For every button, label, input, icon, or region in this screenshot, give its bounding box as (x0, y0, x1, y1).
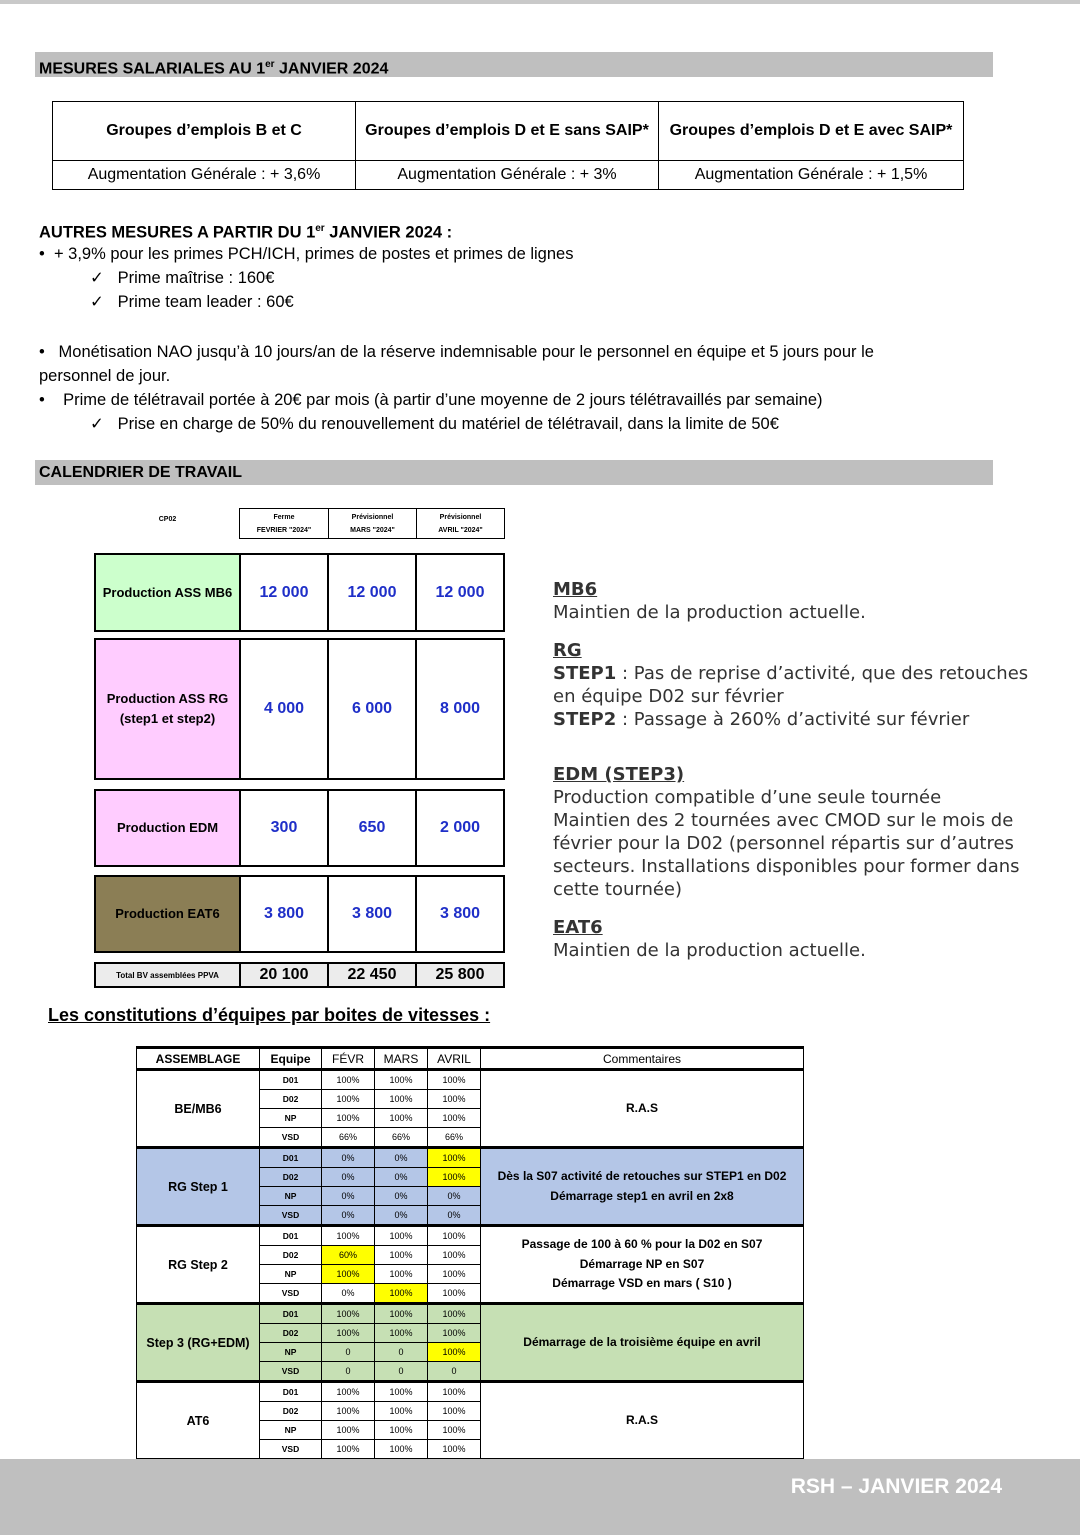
teams-title: Les constitutions d’équipes par boites de vitesses : (48, 1005, 491, 1025)
calendar-section-title: CALENDRIER DE TRAVAIL (35, 460, 993, 485)
value-cell-highlight: 100% (375, 1284, 428, 1304)
value-cell: 0% (322, 1187, 375, 1206)
value-cell: 0% (375, 1168, 428, 1187)
notes-rg: RG STEP1 : Pas de reprise d’activité, que des retouches en équipe D02 sur février STEP2 : Passage à 260% d’activité sur février (553, 640, 1029, 730)
col-header-avril: Prévisionnel AVRIL "2024" (416, 508, 505, 539)
value-cell: 100% (322, 1324, 375, 1343)
value-cell: 100% (322, 1090, 375, 1109)
value-cell: 100% (322, 1226, 375, 1246)
cp-code: CP02 (158, 516, 177, 523)
value-cell: 100% (375, 1382, 428, 1402)
teams-header-row (137, 1048, 804, 1070)
comment-rg-step2: Passage de 100 à 60 % pour la D02 en S07 Démarrage NP en S07 Démarrage VSD en mars ( S10 ) (481, 1226, 804, 1304)
value-cell: 100% (428, 1070, 481, 1090)
mb6-avril: 12 000 (415, 553, 505, 632)
check-materiel-teletravail: ✓ Prise en charge de 50% du renouvellement du matériel de télétravail, dans la limite de 50€ (90, 415, 779, 433)
salary-header-row (53, 102, 964, 161)
salary-value-de-avec: Augmentation Générale : + 1,5% (659, 161, 964, 190)
eat6-mars: 3 800 (327, 875, 417, 953)
value-cell-highlight: 100% (428, 1168, 481, 1187)
value-cell: 0% (322, 1206, 375, 1226)
comment-be-mb6: R.A.S (481, 1070, 804, 1148)
value-cell: 0% (428, 1187, 481, 1206)
value-cell: 100% (428, 1246, 481, 1265)
comment-at6: R.A.S (481, 1382, 804, 1459)
equipe-cell: D01 (260, 1304, 322, 1324)
assemblage-be-mb6: BE/MB6 (137, 1070, 260, 1148)
page-footer (0, 1459, 1080, 1535)
value-cell: 100% (322, 1421, 375, 1440)
row-label-eat6: Production EAT6 (94, 875, 241, 953)
header-fevr: FÉVR (322, 1048, 375, 1070)
table-row (137, 1148, 804, 1168)
col-header-fevrier: Ferme FEVRIER "2024" (239, 508, 329, 539)
value-cell: 0 (375, 1362, 428, 1382)
value-cell: 100% (428, 1382, 481, 1402)
equipe-cell: D02 (260, 1168, 322, 1187)
equipe-cell: VSD (260, 1284, 322, 1304)
value-cell: 100% (375, 1246, 428, 1265)
equipe-cell: NP (260, 1265, 322, 1284)
check-prime-team-leader: ✓ Prime team leader : 60€ (90, 293, 294, 311)
table-row (137, 1382, 804, 1402)
value-cell: 100% (428, 1402, 481, 1421)
equipe-cell: NP (260, 1187, 322, 1206)
equipe-cell: D02 (260, 1402, 322, 1421)
value-cell: 66% (428, 1128, 481, 1148)
table-row (137, 1304, 804, 1324)
total-fevrier: 20 100 (239, 962, 329, 988)
bullet-primes: • + 3,9% pour les primes PCH/ICH, primes de postes et primes de lignes (39, 245, 574, 263)
value-cell: 0% (322, 1148, 375, 1168)
header-commentaires: Commentaires (481, 1048, 804, 1070)
value-cell: 100% (375, 1265, 428, 1284)
equipe-cell: D02 (260, 1324, 322, 1343)
check-icon: ✓ (90, 269, 104, 287)
value-cell: 100% (428, 1421, 481, 1440)
value-cell: 100% (375, 1070, 428, 1090)
value-cell: 100% (428, 1440, 481, 1459)
value-cell-highlight: 100% (428, 1148, 481, 1168)
header-equipe: Equipe (260, 1048, 322, 1070)
col-header-mars: Prévisionnel MARS "2024" (328, 508, 417, 539)
equipe-cell: D01 (260, 1382, 322, 1402)
value-cell: 0 (322, 1362, 375, 1382)
notes-mb6: MB6 Maintien de la production actuelle. (553, 579, 866, 623)
assemblage-step3: Step 3 (RG+EDM) (137, 1304, 260, 1382)
other-measures-title: AUTRES MESURES A PARTIR DU 1er JANVIER 2024 : (39, 223, 453, 242)
equipe-cell: D01 (260, 1226, 322, 1246)
assemblage-rg-step2: RG Step 2 (137, 1226, 260, 1304)
value-cell: 100% (375, 1090, 428, 1109)
row-label-rg: Production ASS RG (step1 et step2) (94, 638, 241, 780)
bullet-monetisation: • Monétisation NAO jusqu’à 10 jours/an de la réserve indemnisable pour le personnel en équipe et 5 jours pour le (39, 343, 874, 361)
value-cell: 66% (375, 1128, 428, 1148)
value-cell: 100% (375, 1402, 428, 1421)
header-assemblage: ASSEMBLAGE (137, 1048, 260, 1070)
value-cell: 100% (428, 1304, 481, 1324)
edm-fevrier: 300 (239, 789, 329, 867)
mb6-mars: 12 000 (327, 553, 417, 632)
header-avril: AVRIL (428, 1048, 481, 1070)
value-cell: 100% (375, 1421, 428, 1440)
eat6-avril: 3 800 (415, 875, 505, 953)
equipe-cell: D01 (260, 1148, 322, 1168)
equipe-cell: VSD (260, 1440, 322, 1459)
salary-value-row (53, 161, 964, 190)
equipe-cell: VSD (260, 1128, 322, 1148)
value-cell: 100% (428, 1109, 481, 1128)
salary-value-bc: Augmentation Générale : + 3,6% (53, 161, 356, 190)
assemblage-rg-step1: RG Step 1 (137, 1148, 260, 1226)
equipe-cell: NP (260, 1343, 322, 1362)
salary-table (52, 101, 964, 190)
top-rule (0, 0, 1080, 4)
eat6-fevrier: 3 800 (239, 875, 329, 953)
value-cell: 0 (428, 1362, 481, 1382)
equipe-cell: D02 (260, 1090, 322, 1109)
value-cell: 100% (428, 1284, 481, 1304)
value-cell: 100% (428, 1265, 481, 1284)
value-cell-highlight: 100% (428, 1343, 481, 1362)
check-prime-maitrise: ✓ Prime maîtrise : 160€ (90, 269, 275, 287)
assemblage-at6: AT6 (137, 1382, 260, 1459)
edm-avril: 2 000 (415, 789, 505, 867)
value-cell: 100% (322, 1402, 375, 1421)
equipe-cell: VSD (260, 1362, 322, 1382)
mb6-fevrier: 12 000 (239, 553, 329, 632)
value-cell: 0% (322, 1168, 375, 1187)
rg-fevrier: 4 000 (239, 638, 329, 780)
value-cell: 100% (322, 1109, 375, 1128)
value-cell: 100% (322, 1304, 375, 1324)
value-cell: 100% (428, 1324, 481, 1343)
value-cell: 0% (375, 1148, 428, 1168)
salary-header-de-sans: Groupes d’emplois D et E sans SAIP* (356, 102, 659, 161)
check-icon: ✓ (90, 415, 104, 433)
salary-value-de-sans: Augmentation Générale : + 3% (356, 161, 659, 190)
value-cell: 100% (375, 1440, 428, 1459)
check-icon: ✓ (90, 293, 104, 311)
row-label-total: Total BV assemblées PPVA (94, 962, 241, 988)
total-avril: 25 800 (415, 962, 505, 988)
table-row (137, 1226, 804, 1246)
footer-label: RSH – JANVIER 2024 (790, 1475, 1002, 1498)
rg-avril: 8 000 (415, 638, 505, 780)
value-cell: 100% (375, 1304, 428, 1324)
value-cell: 100% (428, 1090, 481, 1109)
value-cell: 100% (428, 1226, 481, 1246)
value-cell-highlight: 100% (322, 1265, 375, 1284)
value-cell: 100% (322, 1382, 375, 1402)
equipe-cell: NP (260, 1109, 322, 1128)
equipe-cell: D01 (260, 1070, 322, 1090)
equipe-cell: D02 (260, 1246, 322, 1265)
edm-mars: 650 (327, 789, 417, 867)
value-cell: 100% (375, 1226, 428, 1246)
value-cell: 100% (322, 1440, 375, 1459)
teams-table (136, 1046, 804, 1459)
value-cell: 0 (375, 1343, 428, 1362)
notes-eat6: EAT6 Maintien de la production actuelle. (553, 917, 866, 961)
value-cell: 0% (375, 1206, 428, 1226)
value-cell: 0% (322, 1284, 375, 1304)
bullet-monetisation-cont: personnel de jour. (39, 367, 171, 385)
equipe-cell: NP (260, 1421, 322, 1440)
notes-edm: EDM (STEP3) Production compatible d’une seule tournée Maintien des 2 tournées avec CMOD sur le mois de février pour la D02 (personnel répartis sur d’autres secteurs. Installations disponibles pour former dans cette tournée) (553, 764, 1020, 900)
comment-rg-step1: Dès la S07 activité de retouches sur STEP1 en D02 Démarrage step1 en avril en 2x8 (481, 1148, 804, 1226)
value-cell: 100% (375, 1109, 428, 1128)
row-label-mb6: Production ASS MB6 (94, 553, 241, 632)
bullet-teletravail: • Prime de télétravail portée à 20€ par mois (à partir d’une moyenne de 2 jours télétravaillés par semaine) (39, 391, 823, 409)
value-cell: 0 (322, 1343, 375, 1362)
value-cell: 0% (375, 1187, 428, 1206)
row-label-edm: Production EDM (94, 789, 241, 867)
value-cell: 0% (428, 1206, 481, 1226)
salary-section-title: MESURES SALARIALES AU 1er JANVIER 2024 (35, 52, 993, 77)
header-mars: MARS (375, 1048, 428, 1070)
value-cell: 66% (322, 1128, 375, 1148)
salary-header-de-avec: Groupes d’emplois D et E avec SAIP* (659, 102, 964, 161)
value-cell: 100% (375, 1324, 428, 1343)
value-cell-highlight: 60% (322, 1246, 375, 1265)
salary-header-bc: Groupes d’emplois B et C (53, 102, 356, 161)
table-row (137, 1070, 804, 1090)
equipe-cell: VSD (260, 1206, 322, 1226)
rg-mars: 6 000 (327, 638, 417, 780)
comment-step3: Démarrage de la troisième équipe en avril (481, 1304, 804, 1382)
total-mars: 22 450 (327, 962, 417, 988)
value-cell: 100% (322, 1070, 375, 1090)
